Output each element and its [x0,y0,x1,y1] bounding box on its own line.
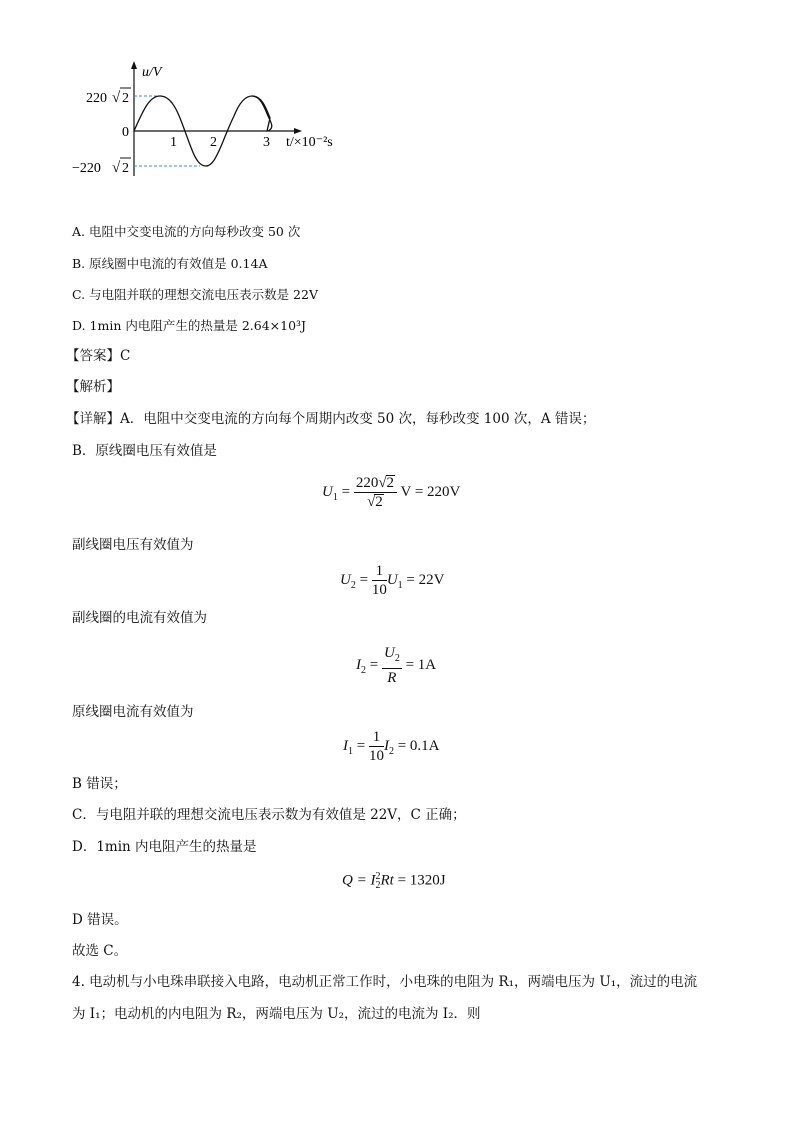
y-bottom-value: −220 [72,161,101,176]
y-axis-arrow [131,61,137,69]
primary-current-text: 原线圈电流有效值为 [72,704,194,720]
option-c: C. 与电阻并联的理想交流电压表示数是 22V [72,287,318,302]
equation-u1: $U_1$ = $\frac{220√2}{√2}$ V = 220V [322,475,461,510]
y-axis-label: u/V [142,65,162,80]
x-tick-3: 3 [263,135,270,150]
detail-a-line: 【详解】A．电阻中交变电流的方向每个周期内改变 50 次，每秒改变 100 次，A 错误； [66,411,596,427]
c-correct-text: C．与电阻并联的理想交流电压表示数为有效值是 22V，C 正确； [72,807,466,823]
question4-line1: 4. 电动机与小电珠串联接入电路，电动机正常工作时，小电珠的电阻为 R₁，两端电压为 U₁，流过的电流 [72,974,698,990]
y-bottom-sqrt-arg: 2 [122,161,129,176]
x-tick-2: 2 [210,135,217,150]
voltage-waveform-graph [60,58,360,188]
d-heat-text: D．1min 内电阻产生的热量是 [72,839,257,855]
y-top-value: 220 [86,91,107,106]
y-top-sqrt-sign: √ [112,90,121,106]
detail-b-intro: B．原线圈电压有效值是 [72,443,217,459]
choose-text: 故选 C。 [72,943,128,959]
x-axis-label: t/×10⁻²s [286,135,333,150]
question4-line2: 为 I₁；电动机的内电阻为 R₂，两端电压为 U₂，流过的电流为 I₂．则 [72,1006,481,1022]
equation-i2: $I_2$ = $\frac{U_2}{R}$ = 1A [356,645,437,686]
y-zero-label: 0 [122,125,129,140]
d-wrong-text: D 错误。 [72,912,128,928]
secondary-current-text: 副线圈的电流有效值为 [72,610,207,626]
option-b: B. 原线圈中电流的有效值是 0.14A [72,256,268,271]
equation-i1: $I_1$ = $\frac{1}{10}$ $I_2 = 0.1A$ [343,729,440,764]
option-d: D. 1min 内电阻产生的热量是 2.64×10³J [72,318,307,333]
answer-value: C [120,348,131,364]
answer-line [66,346,130,366]
equation-u2: $U_2$ = $\frac{1}{10}$ $U_1 = 22V$ [340,563,445,598]
x-axis-arrow [294,128,302,134]
option-a: A. 电阻中交变电流的方向每秒改变 50 次 [72,224,301,239]
y-bottom-sqrt-sign: √ [112,160,121,176]
y-top-sqrt-arg: 2 [122,91,129,106]
analysis-title: 【解析】 [66,379,120,395]
answer-label: 【答案】 [66,348,120,364]
x-tick-1: 1 [170,135,177,150]
secondary-voltage-text: 副线圈电压有效值为 [72,537,194,553]
equation-q: Q = I 2 2 Rt = 1320J [342,871,446,891]
b-wrong-text: B 错误； [72,776,127,792]
